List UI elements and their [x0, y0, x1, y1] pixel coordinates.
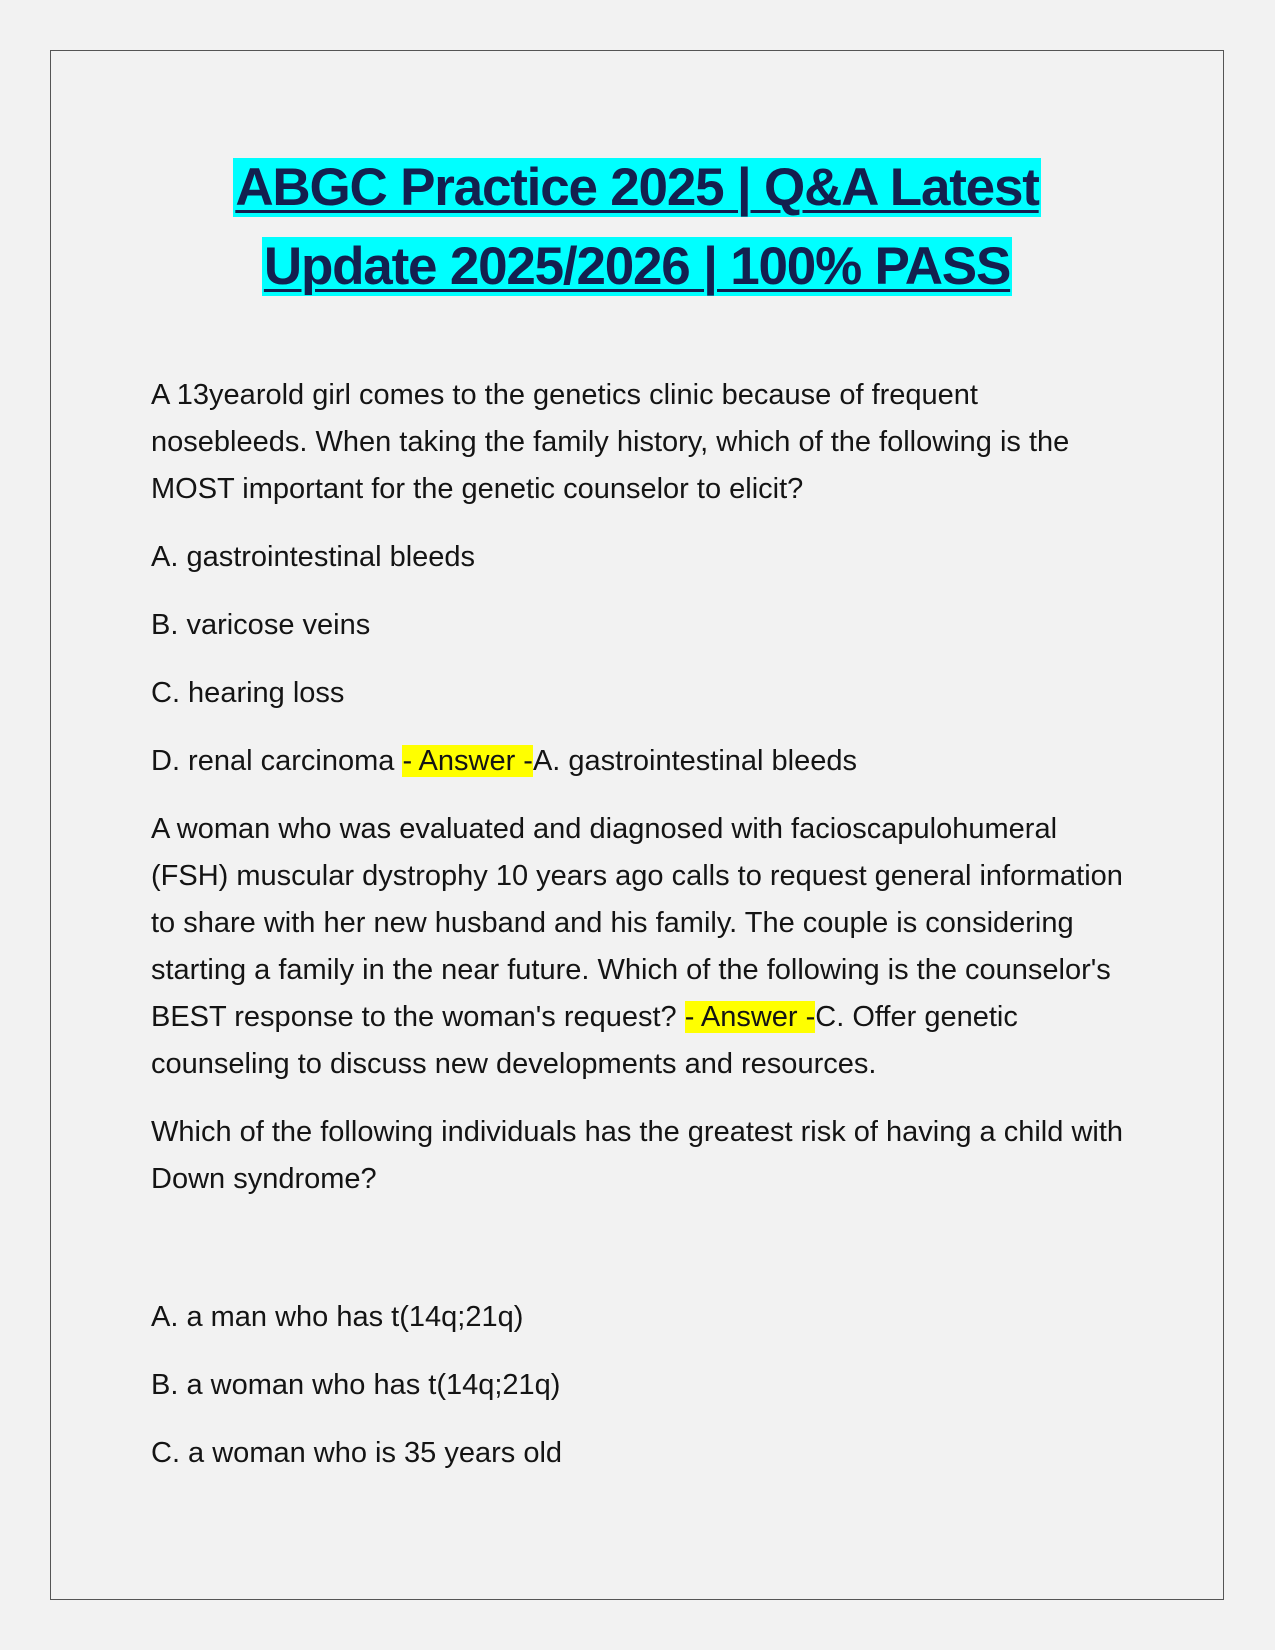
question-3-option-b: B. a woman who has t(14q;21q)	[151, 1369, 561, 1401]
spacer	[151, 1224, 1131, 1294]
question-1-option-d: D. renal carcinoma	[151, 745, 403, 777]
question-1-option-d-with-answer	[151, 738, 1131, 785]
question-3-stem: Which of the following individuals has the greatest risk of having a child with Down syndrome?	[151, 1116, 1124, 1195]
document-title	[50, 148, 1224, 306]
answer-highlight: - Answer -	[402, 745, 533, 777]
question-1-stem: A 13yearold girl comes to the genetics clinic because of frequent nosebleeds. When taking the family history, which of the following is the MOST important for the genetic counselor to elicit?	[151, 379, 1070, 505]
question-2-stem: A woman who was evaluated and diagnosed with facioscapulohumeral (FSH) muscular dystrophy 10 years ago calls to request general information to share with her new husband and his family. The couple is considering starting a family in the near future. Which of the following is the counselor's BEST response to the woman's request?	[151, 813, 1123, 1033]
answer-highlight: - Answer -	[684, 1001, 816, 1033]
question-3-option-a: A. a man who has t(14q;21q)	[151, 1301, 524, 1333]
question-1-option-c: C. hearing loss	[151, 677, 345, 709]
question-1-option-b: B. varicose veins	[151, 609, 371, 641]
question-1-option-a: A. gastrointestinal bleeds	[151, 541, 476, 573]
question-1-answer: A. gastrointestinal bleeds	[532, 745, 857, 777]
question-2	[151, 806, 1131, 1088]
document-body	[151, 372, 1131, 1498]
question-2-answer: C. Offer genetic counseling to discuss new developments and resources.	[151, 1001, 1018, 1080]
title-line-2: Update 2025/2026 | 100% PASS	[263, 237, 1011, 296]
question-3-option-c: C. a woman who is 35 years old	[151, 1437, 563, 1469]
title-line-1: ABGC Practice 2025 | Q&A Latest	[235, 158, 1039, 217]
